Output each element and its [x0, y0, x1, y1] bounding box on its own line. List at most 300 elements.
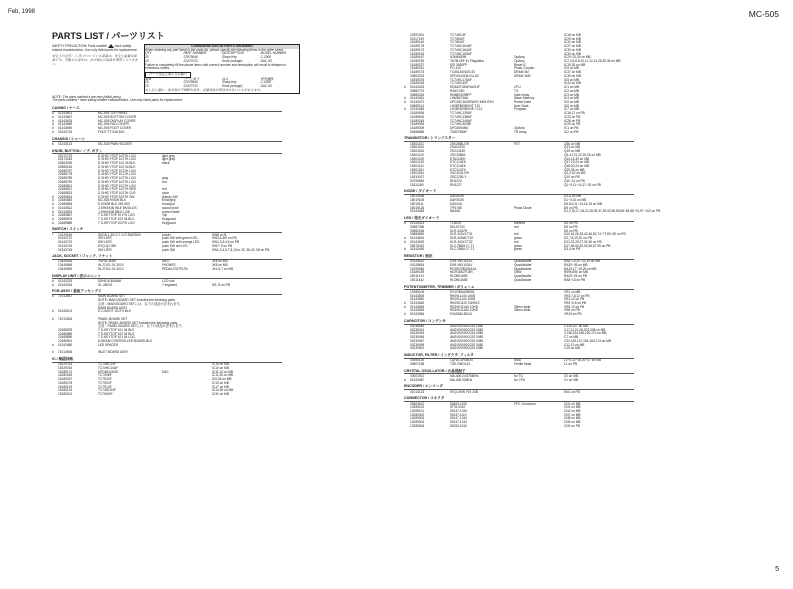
part-description: D SHIS YTDP 102TH SW: [98, 194, 135, 199]
part-remark: C12,13 on MB: [564, 342, 585, 347]
part-remark: IC2 on PB: [564, 129, 579, 134]
part-description: J-SHKNOB 88LK LGB: [98, 209, 130, 214]
part-remark: VR15 on PB: [564, 312, 582, 317]
part-spec: [514, 391, 564, 395]
left-sections: [52, 107, 397, 397]
part-number: 00128612: [410, 259, 425, 264]
section-title: IC / 集積回路: [52, 358, 282, 363]
part-description: ANZV00000G224 0080: [450, 327, 484, 332]
part-spec: light gray: [162, 157, 175, 162]
part-remark: D5 on PB: [564, 205, 578, 210]
part-remark: CN2 on MB: [564, 408, 581, 413]
part-remark: JK5 on MB: [212, 263, 228, 268]
part-spec: DRAM 16M: [514, 73, 531, 78]
part-number: 15019166: [410, 194, 425, 199]
part-spec: 1/8W: [514, 270, 522, 275]
part-description: SLR-343VCT31: [450, 232, 473, 237]
parts-row: [52, 268, 397, 272]
part-remark: VR8 on PB: [564, 308, 580, 313]
part-number: 15189178: [410, 44, 425, 49]
part-remark: IC11,14 on MB: [212, 369, 234, 374]
part-number: 01343423: [410, 221, 425, 226]
part-description: TC7W04F: [450, 40, 465, 45]
part-description: TC74HC4ZF: [450, 81, 469, 86]
part-spec: TG: [514, 88, 519, 93]
part-remark: IC6,33 on MB: [212, 377, 232, 382]
part-number: 01343556: [410, 312, 425, 317]
part-remark: D10,16,26,33,42,46,53,74~77,80~82 on PB: [564, 232, 626, 237]
parts-section: [52, 255, 397, 271]
part-number: 15301142: [410, 163, 424, 168]
part-description: 53147-1310: [450, 416, 468, 421]
part-number: 01343734: [58, 129, 73, 134]
part-number: 22485834: [58, 194, 73, 199]
part-description: TC74HC175AF: [450, 77, 472, 82]
part-number: 02373245: [58, 157, 73, 162]
part-number: 02372723: [58, 153, 73, 158]
part-remark: [212, 143, 397, 147]
part-description: TC7W04F: [450, 36, 465, 41]
parts-section: [404, 190, 749, 214]
part-number: 01343487: [410, 377, 425, 382]
part-number: 13289302: [410, 412, 425, 417]
new-part-mark: #: [52, 115, 54, 119]
part-remark: VR4~6,8 on PB: [564, 300, 587, 305]
part-spec: red: [162, 179, 167, 184]
part-description: TD62783AF: [450, 129, 468, 134]
new-part-mark: #: [52, 122, 54, 127]
section-title: INDUCTOR, FILTER / インダクタ, フィルタ: [404, 354, 634, 359]
part-spec: Program: [514, 107, 527, 112]
part-number: 01343624: [410, 236, 425, 241]
part-number: 00239434: [410, 331, 425, 336]
part-description: ANZV00000G224 0080: [450, 331, 484, 336]
part-spec: Knob/pot: [162, 202, 175, 207]
part-remark: IC2 on MB: [564, 88, 580, 93]
part-description: NOTE: MAIN BOARD SET includes the following parts.: [98, 298, 176, 303]
part-spec: Photo Coupler: [514, 66, 535, 71]
part-number: 13129160: [58, 232, 73, 237]
part-number: 13289304: [410, 420, 425, 425]
part-description: MC-505 KNOB BLK: [98, 198, 127, 203]
part-description: 2SC2235-Y: [450, 175, 467, 180]
part-description: DTC114TK: [450, 167, 466, 172]
part-description: TC7S32F: [98, 377, 112, 382]
new-part-mark: #: [404, 247, 406, 252]
order-qty: 15: [145, 58, 149, 63]
ordering-jp-header: 使用機種: [260, 76, 274, 81]
part-remark: IC15,26 on MB: [564, 62, 586, 67]
part-number: 15199546: [410, 266, 425, 271]
part-description: 2SC3356A: [450, 152, 466, 157]
part-description: TC74HC4538F: [450, 122, 472, 127]
parts-section: [52, 358, 397, 397]
part-description: RLDB0165E: [450, 274, 468, 279]
part-description: ANZV00000G220 0080: [450, 342, 484, 347]
part-number: 15301125: [410, 156, 424, 161]
order-part-number: 22975846: [183, 55, 198, 60]
part-description: MC-505 BOTTOM COVER: [98, 115, 137, 119]
part-number: 22485812: [58, 187, 73, 192]
part-number: 15229763: [58, 362, 73, 367]
part-spec: OpAmp: [514, 125, 525, 130]
part-remark: [212, 131, 397, 135]
parts-section: [52, 107, 397, 135]
part-description: HLJ7101-01-3010: [98, 263, 124, 268]
order-model: C-2008: [260, 55, 271, 60]
part-number: 22485790: [58, 179, 73, 184]
part-description: TPS708: [450, 205, 462, 210]
part-description: 5778-0010: [450, 405, 466, 410]
part-description: TC74HC245AF: [450, 118, 472, 123]
part-number: 01343450: [410, 247, 425, 252]
part-number: 15189140: [410, 40, 425, 45]
part-number: 15189309: [410, 125, 425, 130]
new-part-mark: #: [404, 221, 406, 226]
part-spec: green: [514, 236, 523, 241]
part-remark: Q3-12,21,22,25,26 on MB: [564, 152, 601, 157]
part-spec: [514, 347, 564, 351]
part-spec: light gray: [162, 153, 175, 158]
new-part-mark: #: [404, 377, 406, 382]
part-spec: LCD unit: [162, 278, 175, 283]
part-remark: Q10 on PB: [564, 175, 580, 180]
part-remark: Q18,20,24 on MB: [564, 163, 589, 168]
part-number: 01343812: [58, 205, 73, 210]
new-part-mark: #: [52, 198, 54, 203]
part-remark: D2,7,8,19,20 on PB: [564, 236, 592, 241]
part-spec: Reset IC: [514, 62, 527, 67]
part-number: 15189245: [410, 118, 425, 123]
parts-section: [404, 320, 749, 351]
order-model: C-2008: [260, 80, 271, 85]
parts-section: [404, 397, 749, 428]
part-description: UPD431016LGU-60: [450, 73, 479, 78]
part-description: EVQ-VEW F01 24B: [450, 389, 478, 394]
part-number: 15301101: [410, 141, 424, 146]
parts-row: [52, 222, 397, 226]
part-spec: for CPU: [514, 377, 526, 382]
part-number: 00759846: [410, 178, 425, 183]
part-description: 注意：MAIN BOARD SETには、以下の部品が含まれます。: [98, 301, 183, 306]
new-part-mark: #: [52, 202, 54, 207]
header-date: Feb, 1998: [8, 9, 36, 15]
section-title: LED / 発光ダイオード: [404, 217, 634, 222]
part-description: LH28F800BGHT-T10: [450, 103, 481, 108]
part-description: T S-KEYTOP 101 04 LGG: [98, 335, 136, 340]
part-number: 00458586: [410, 129, 425, 134]
ordering-failure-note: Failure to completely fill the above items with correct number and description will result in delayed or erroneous orders.: [145, 62, 287, 71]
part-remark: IC39 on MB: [564, 73, 581, 78]
part-remark: SW1,3,3,4,6 on PB: [212, 240, 240, 245]
part-number: 15229764: [58, 365, 73, 370]
part-description: T S-KEYTOP 101 04 BLK: [98, 327, 135, 332]
part-number: 22485867: [58, 213, 73, 218]
part-number: 71014506: [58, 350, 73, 355]
part-remark: R595,596 on MB: [564, 270, 588, 275]
part-description: EXB V8V101JV: [450, 259, 473, 264]
note-line: NOTE: The parts marked # are new (initial parts).: [52, 94, 122, 99]
part-spec: PEDAL/OUTPUTs: [162, 266, 188, 271]
part-number: 13289106: [410, 289, 425, 294]
part-description: D SHIS YTDP 102 04 BLK: [98, 164, 136, 169]
part-remark: IC10 on MB: [212, 365, 229, 370]
section-title: DISPLAY UNIT / 表示ユニット: [52, 275, 282, 280]
part-number: 22485789: [58, 176, 73, 181]
part-spec: [514, 184, 564, 188]
part-spec: Quad/ladder: [514, 259, 532, 264]
part-number: 01343823: [58, 209, 73, 214]
part-number: 15189123: [58, 384, 73, 389]
parts-section: [404, 137, 749, 187]
part-description: RK09K1120 10KBX2: [450, 300, 480, 305]
part-description: TC74HC4F: [450, 33, 467, 37]
part-number: 15111185: [410, 182, 424, 187]
part-remark: IC27 on MB: [564, 44, 581, 49]
part-remark: IC26 on PB: [564, 118, 581, 123]
part-remark: SW7~9 on PB: [212, 243, 233, 248]
section-title: POTENTIOMETER, TRIMMER / ボリューム: [404, 286, 634, 291]
part-spec: clear: [162, 190, 169, 195]
part-description: NOTE: PANEL BOARD SET includes the following parts.: [98, 320, 179, 325]
part-remark: CN9 on MB: [564, 420, 581, 425]
order-part-number: 22470713: [183, 84, 198, 89]
parts-section: [404, 286, 749, 317]
part-description: EVMG8A BD14: [450, 312, 472, 317]
part-remark: RA8~13 on PB: [564, 277, 586, 282]
new-part-mark: #: [404, 239, 406, 244]
part-description: NJM4580M: [450, 55, 467, 60]
part-number: 15011413: [410, 274, 424, 279]
part-description: D SHIS YTDP 101TH LGG: [98, 168, 136, 173]
part-description: D SHIS YTDP 102TH RED: [98, 187, 136, 192]
part-remark: D6,8,9,11~14,16,18 on MB: [564, 201, 602, 206]
part-remark: D21,22,25,27,30,36 on PB: [564, 239, 602, 244]
part-remark: IC20 on PB: [564, 122, 581, 127]
part-number: 13289306: [410, 423, 425, 428]
part-description: ANZV00000G224 0080: [450, 324, 484, 329]
part-description: 2SK2886-GR: [450, 141, 469, 146]
ordering-jp-header: 数量: [145, 76, 152, 81]
section-title: SWITCH / スイッチ: [52, 228, 282, 233]
part-number: 15189174: [58, 369, 73, 374]
part-remark: IC29 on MB: [564, 36, 581, 41]
part-number: 00239502: [410, 346, 425, 351]
part-spec: black: [162, 161, 170, 166]
order-model: DAC-50: [260, 84, 272, 89]
part-remark: IC30 on MB: [564, 47, 581, 52]
part-description: SL-4501S: [98, 282, 113, 287]
part-spec: 25mm slide: [514, 304, 531, 309]
part-number: 22485767: [58, 168, 73, 173]
order-qty: 10: [145, 80, 149, 85]
part-number: 15391031: [410, 33, 425, 37]
part-number: 15301151: [410, 167, 424, 172]
part-number: 15189534: [410, 114, 425, 119]
part-description: RGSM RB226A1A: [450, 266, 477, 271]
part-spec: SMD: [514, 358, 522, 363]
new-part-mark: #: [52, 316, 54, 321]
part-remark: JK8 on MB: [212, 259, 228, 264]
part-spec: DAC: [162, 369, 169, 374]
new-part-mark: #: [404, 96, 406, 101]
parts-section: [404, 370, 749, 383]
part-number: 00239467: [410, 338, 425, 343]
part-spec: Wave Memory: [514, 96, 535, 101]
part-number: 15019111: [410, 201, 424, 206]
part-number: 01343234: [58, 282, 73, 287]
part-description: D SHIS YTDP 101TH LGG: [98, 157, 136, 162]
parts-row: [404, 425, 749, 429]
new-part-mark: #: [52, 205, 54, 210]
section-title: CRYSTAL OSCILLATOR / 水晶発振子: [404, 370, 634, 375]
part-remark: RA8~13,20~23,39 on MB: [564, 259, 600, 264]
part-description: ANZV00000G224 0080: [450, 346, 484, 351]
part-number: 00882723: [410, 88, 425, 93]
part-description: LHMN2716A: [450, 96, 469, 101]
parts-row: [52, 393, 397, 397]
part-number: 15189175: [410, 70, 425, 75]
part-description: D SHIS YTDP 102TH LGG: [98, 153, 136, 158]
part-description: TC7W04F: [98, 391, 113, 396]
part-description: LQH3C1R0M24: [450, 358, 473, 363]
safety-note: [52, 44, 138, 94]
part-description: MC-505 FOOT COVER: [98, 126, 132, 131]
part-description: MCR18EZPJ4R: [450, 270, 473, 275]
part-number: 22485845: [58, 198, 73, 203]
part-number: 15189237: [410, 62, 425, 67]
part-description: TC74HC04F: [98, 388, 116, 393]
parts-section: [52, 275, 397, 288]
ordering-box: [144, 44, 300, 94]
part-description: MC-505 TOP PANEL: [98, 111, 128, 116]
part-number: 71013634: [58, 316, 73, 321]
part-number: 01343545: [410, 300, 425, 305]
part-description: YKF51-5054: [98, 259, 116, 264]
part-number: 15189245: [58, 373, 73, 378]
part-spec: Top: [162, 213, 168, 218]
part-remark: C136,144,156,160,173 on MB: [564, 331, 607, 336]
part-remark: IC31 on MB: [212, 391, 229, 396]
part-number: 22485889: [58, 331, 73, 336]
part-description: SLZ-786M-17-T1: [450, 243, 475, 248]
part-description: D KNOB BLK 249-303: [98, 202, 130, 207]
part-number: 01343712: [58, 236, 73, 241]
new-part-mark: #: [52, 194, 54, 199]
part-remark: Q11~14 on PB: [564, 178, 585, 183]
part-remark: IC13 on MB: [212, 380, 229, 385]
part-description: TC74HC139AF: [450, 111, 472, 116]
parts-row: [404, 279, 749, 283]
part-spec: [162, 393, 212, 397]
part-remark: L1 on PB: [564, 362, 578, 366]
part-number: 15019126: [410, 205, 425, 210]
part-remark: CN2 on PB: [564, 423, 580, 428]
part-number: 01343123: [58, 141, 73, 146]
part-spec: Quad/ladder: [514, 266, 532, 271]
part-remark: D1,2,15,17,18,21,28,35,37,39,52,58,59,68~84,86~91,97~102 on PB: [564, 209, 661, 214]
part-number: 15259375: [410, 77, 425, 82]
header-model: MC-505: [748, 9, 779, 19]
part-remark: RA25~26 on PB: [564, 274, 587, 279]
part-description: RN1227: [450, 182, 462, 187]
part-description: D SHIS YTDP 102 04 BLK: [98, 161, 136, 166]
order-part-number: 22470713: [183, 58, 198, 63]
part-description: 2SC3118-GR: [450, 171, 469, 176]
part-description: MAIN BOARD SET: [98, 294, 126, 299]
part-remark: VR4,7,8,12 on PB: [564, 293, 590, 298]
part-number: 01343465: [410, 209, 425, 214]
part-spec: Quad/ladder: [514, 277, 532, 282]
part-description: LH28F400BGHE-TL12: [450, 107, 483, 112]
part-description: TA78L05F 4V Regulator: [450, 59, 485, 64]
part-number: 13449669: [58, 266, 73, 271]
part-number: 22485778: [58, 172, 73, 177]
part-description: D5H016-B4AAB: [98, 278, 122, 283]
new-part-mark: #: [52, 342, 54, 347]
part-remark: IC5 on MB: [564, 99, 580, 104]
part-number: 00128634: [410, 262, 425, 267]
page-number: 5: [775, 566, 779, 573]
part-number: 13449626: [58, 259, 73, 264]
parts-row: [404, 131, 749, 135]
part-spec: [162, 351, 212, 355]
part-description: DA204U: [450, 201, 463, 206]
order-qty: 10: [145, 55, 149, 60]
parts-row: [404, 347, 749, 351]
part-description: T S-KEYTOP 101TH LGG: [98, 213, 135, 218]
part-number: 22485823: [58, 190, 73, 195]
part-number: 15301106: [410, 149, 424, 154]
new-part-mark: #: [52, 126, 54, 131]
part-number: 13289101: [410, 408, 425, 413]
part-number: 15011442: [410, 277, 424, 282]
part-number: 15189167: [410, 55, 425, 60]
parts-section: [52, 138, 397, 147]
part-spec: push SW red LED: [162, 243, 188, 248]
part-number: 15301129: [410, 160, 424, 165]
part-description: J-SHKNOB WLE BK/GLDS: [98, 205, 137, 210]
ordering-box-title: CONSIDERATION ON PARTS ORDERING: [145, 45, 299, 49]
order-description: Knob (orange): [222, 58, 243, 63]
part-description: MA166: [450, 209, 461, 214]
part-remark: D5 on PB: [564, 228, 578, 233]
new-part-mark: #: [52, 278, 54, 283]
part-remark: RA19,17~19,25 on MB: [564, 266, 597, 271]
part-description: 52806-1610: [450, 401, 468, 406]
parts-row: [52, 143, 397, 147]
part-remark: D47,48,50,52,54,55,57,59 on PB: [564, 243, 611, 248]
part-remark: IC11,26 on MB: [212, 373, 234, 378]
part-spec: FFC Connector: [514, 401, 536, 406]
page-title: PARTS LIST / パーツリスト: [52, 31, 165, 41]
part-number: 02563256: [58, 161, 73, 166]
part-number: 15019105: [410, 198, 425, 203]
section-title: CHASSIS / シャーシ: [52, 138, 282, 143]
part-remark: Q1,2,32 on MB: [564, 171, 586, 176]
part-number: 00239456: [410, 335, 425, 340]
part-number: 00239499: [410, 342, 425, 347]
section-title: RESISTOR / 抵抗: [404, 255, 634, 260]
part-remark: C17,11,21,26,203,208 on MB: [564, 327, 606, 332]
ordering-jp-title: パーツ発注に関するお願い: [145, 72, 191, 78]
part-spec: red: [162, 187, 167, 192]
part-description: TDK RMOL23: [450, 362, 471, 366]
part-remark: IC37 on MB: [564, 70, 581, 75]
parts-row: [52, 351, 397, 355]
part-spec: sound knob: [162, 205, 179, 210]
part-spec: push SW with green LED: [162, 236, 198, 241]
